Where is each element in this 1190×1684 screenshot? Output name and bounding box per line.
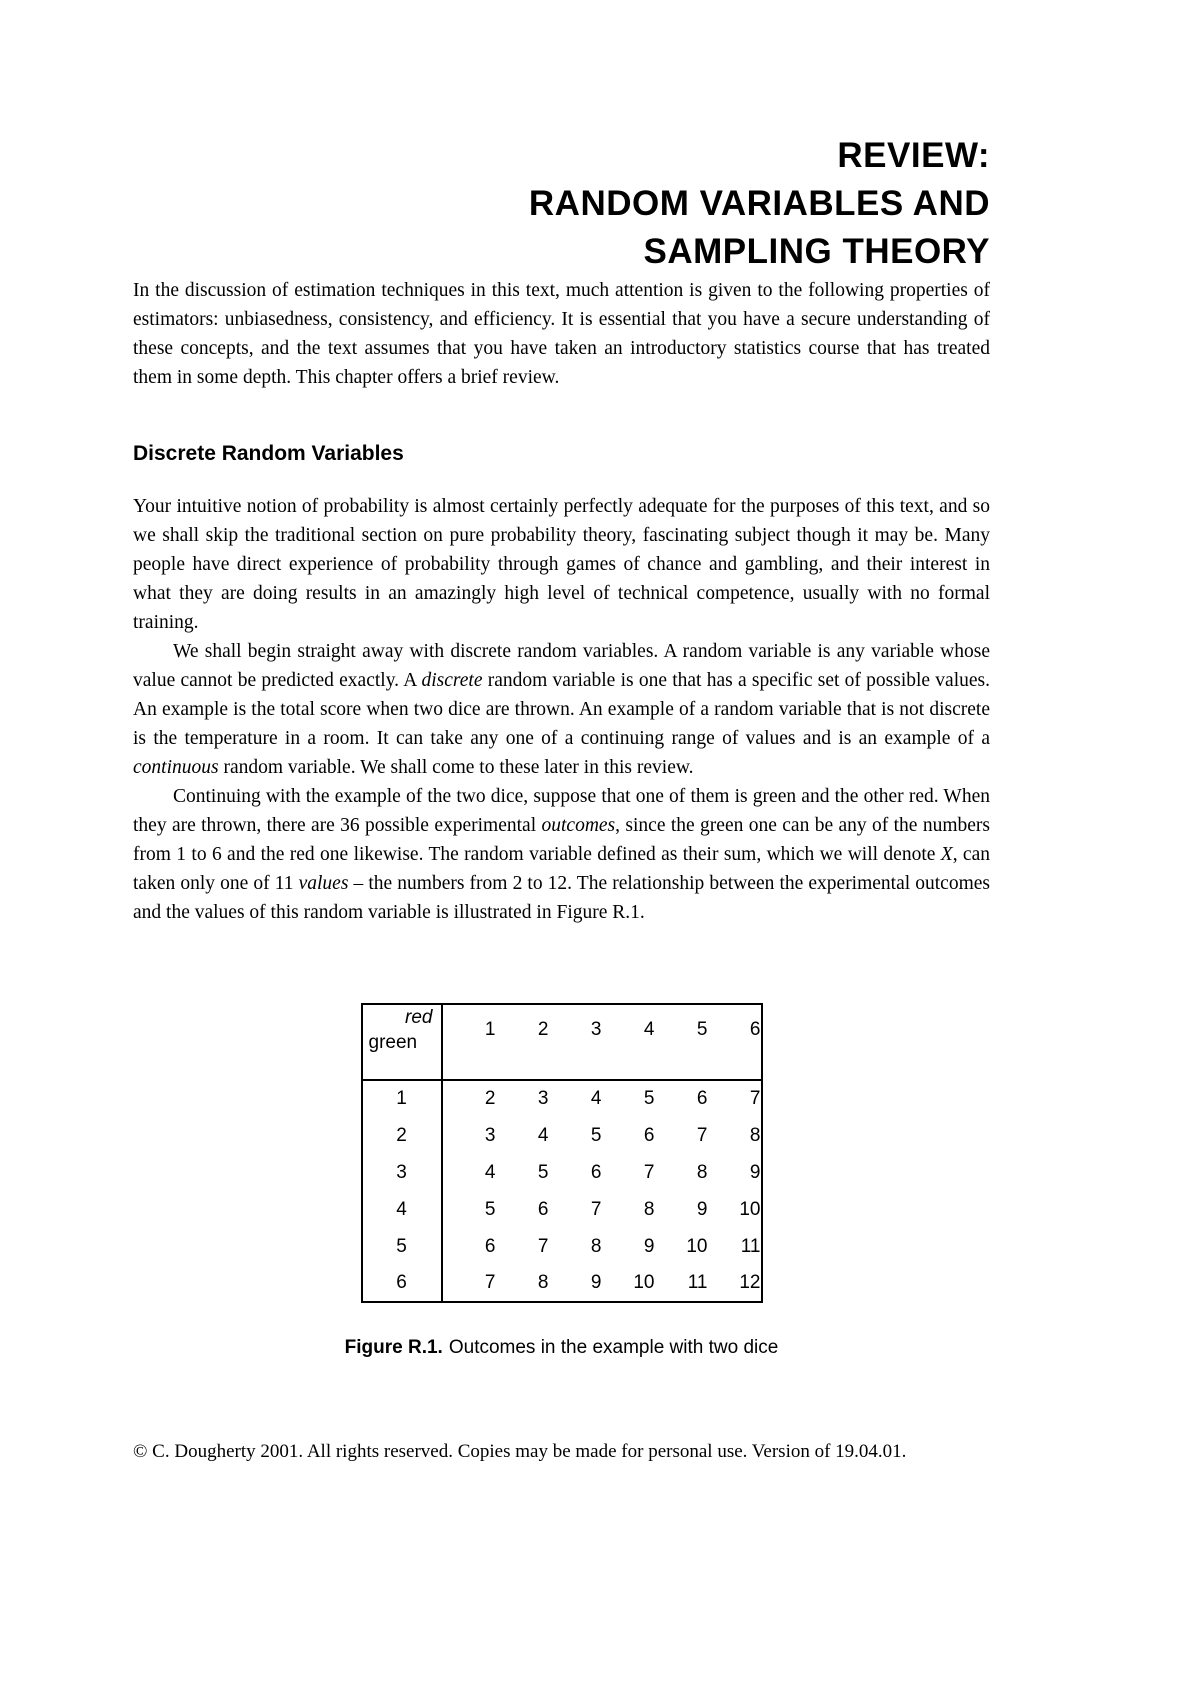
green-row-label: 6 xyxy=(362,1265,442,1302)
paragraph-probability: Your intuitive notion of probability is almost certainly perfectly adequate for the purposes of this text, and so we shall skip the traditional section on pure probability theory, fascinating subject though it may be. Many people have direct experience of probability through games of chance and gambling, and their interest in what they are doing results in an amazingly high level of technical competence, usually with no formal training. xyxy=(133,496,990,633)
figure-caption-label: Figure R.1. xyxy=(344,1337,443,1358)
red-col-header: 1 xyxy=(442,1004,496,1080)
sum-cell: 10 xyxy=(739,1198,761,1220)
sum-cell: 8 xyxy=(537,1272,549,1293)
sum-cell: 12 xyxy=(739,1272,761,1293)
sum-cell: 8 xyxy=(749,1124,761,1146)
dice-outcomes-table xyxy=(361,1003,763,1303)
table-row xyxy=(362,1154,762,1191)
sum-cell: 2 xyxy=(484,1088,496,1109)
sum-cell: 9 xyxy=(590,1272,602,1293)
sum-cell: 7 xyxy=(696,1124,708,1146)
red-col-header: 6 xyxy=(708,1004,762,1080)
green-row-label: 4 xyxy=(362,1191,442,1228)
sum-cell: 7 xyxy=(484,1272,496,1293)
table-row xyxy=(362,1080,762,1117)
sum-cell: 8 xyxy=(696,1161,708,1183)
sum-cell: 7 xyxy=(537,1235,549,1257)
sum-cell: 6 xyxy=(696,1088,708,1109)
title-line-1: REVIEW: xyxy=(837,136,990,175)
sum-cell: 8 xyxy=(643,1198,655,1220)
table-row xyxy=(362,1117,762,1154)
red-col-header: 3 xyxy=(549,1004,602,1080)
section-heading-discrete-random-variables: Discrete Random Variables xyxy=(133,442,404,465)
sum-cell: 6 xyxy=(484,1235,496,1257)
paragraph-dice-example: Continuing with the example of the two dice, suppose that one of them is green and the other red. When they are thrown, there are 36 possible experimental outcomes, since the green one can be any of the numbers from 1 to 6 and the red one likewise. The random variable defined as their sum, which we will denote X, can taken only one of 11 values – the numbers from 2 to 12. The relationship between the experimental outcomes and the values of this random variable is illustrated in Figure R.1. xyxy=(133,786,991,923)
figure-r1 xyxy=(133,1003,990,1359)
red-col-header: 2 xyxy=(496,1004,549,1080)
sum-cell: 5 xyxy=(590,1124,602,1146)
copyright-footer: © C. Dougherty 2001. All rights reserved. Copies may be made for personal use. Version of 19.04.01. xyxy=(133,1441,907,1462)
sum-cell: 5 xyxy=(537,1161,549,1183)
red-die-label: red xyxy=(405,1007,433,1028)
intro-paragraph: In the discussion of estimation techniques in this text, much attention is given to the following properties of estimators: unbiasedness, consistency, and efficiency. It is essential that you have a secure understanding of these concepts, and the text assumes that you have taken an introductory statistics course that has treated them in some depth. This chapter offers a brief review. xyxy=(133,280,990,388)
sum-cell: 9 xyxy=(643,1235,655,1257)
green-die-label: green xyxy=(368,1032,418,1053)
sum-cell: 4 xyxy=(590,1088,602,1109)
page-title xyxy=(133,132,990,276)
green-row-label: 3 xyxy=(362,1154,442,1191)
red-col-header: 4 xyxy=(602,1004,655,1080)
sum-cell: 5 xyxy=(643,1088,655,1109)
table-row xyxy=(362,1228,762,1265)
figure-caption xyxy=(133,1337,990,1359)
sum-cell: 10 xyxy=(686,1235,708,1257)
sum-cell: 3 xyxy=(537,1088,549,1109)
sum-cell: 9 xyxy=(749,1161,761,1183)
sum-cell: 4 xyxy=(537,1124,549,1146)
sum-cell: 11 xyxy=(687,1272,708,1293)
sum-cell: 5 xyxy=(484,1198,496,1220)
sum-cell: 6 xyxy=(537,1198,549,1220)
sum-cell: 7 xyxy=(590,1198,602,1220)
table-header-row xyxy=(362,1004,762,1080)
sum-cell: 6 xyxy=(643,1124,655,1146)
table-row xyxy=(362,1265,762,1302)
sum-cell: 9 xyxy=(696,1198,708,1220)
title-line-2: RANDOM VARIABLES AND xyxy=(528,184,990,223)
table-row xyxy=(362,1191,762,1228)
sum-cell: 4 xyxy=(484,1161,496,1183)
corner-cell xyxy=(362,1004,442,1080)
sum-cell: 8 xyxy=(590,1235,602,1257)
title-line-3: SAMPLING THEORY xyxy=(643,232,990,271)
paragraph-discrete: We shall begin straight away with discrete random variables. A random variable is any variable whose value cannot be predicted exactly. A discrete random variable is one that has a specific set of possible values. An example is the total score when two dice are thrown. An example of a random variable that is not discrete is the temperature in a room. It can take any one of a continuing range of values and is an example of a continuous random variable. We shall come to these later in this review. xyxy=(133,641,990,778)
red-col-header: 5 xyxy=(655,1004,708,1080)
green-row-label: 1 xyxy=(362,1080,442,1117)
sum-cell: 7 xyxy=(749,1088,761,1109)
figure-caption-text: Outcomes in the example with two dice xyxy=(448,1337,779,1358)
sum-cell: 10 xyxy=(633,1272,655,1293)
green-row-label: 5 xyxy=(362,1228,442,1265)
sum-cell: 7 xyxy=(643,1161,655,1183)
green-row-label: 2 xyxy=(362,1117,442,1154)
sum-cell: 11 xyxy=(740,1235,761,1257)
sum-cell: 6 xyxy=(590,1161,602,1183)
dice-table-body xyxy=(362,1080,762,1302)
sum-cell: 3 xyxy=(484,1124,496,1146)
